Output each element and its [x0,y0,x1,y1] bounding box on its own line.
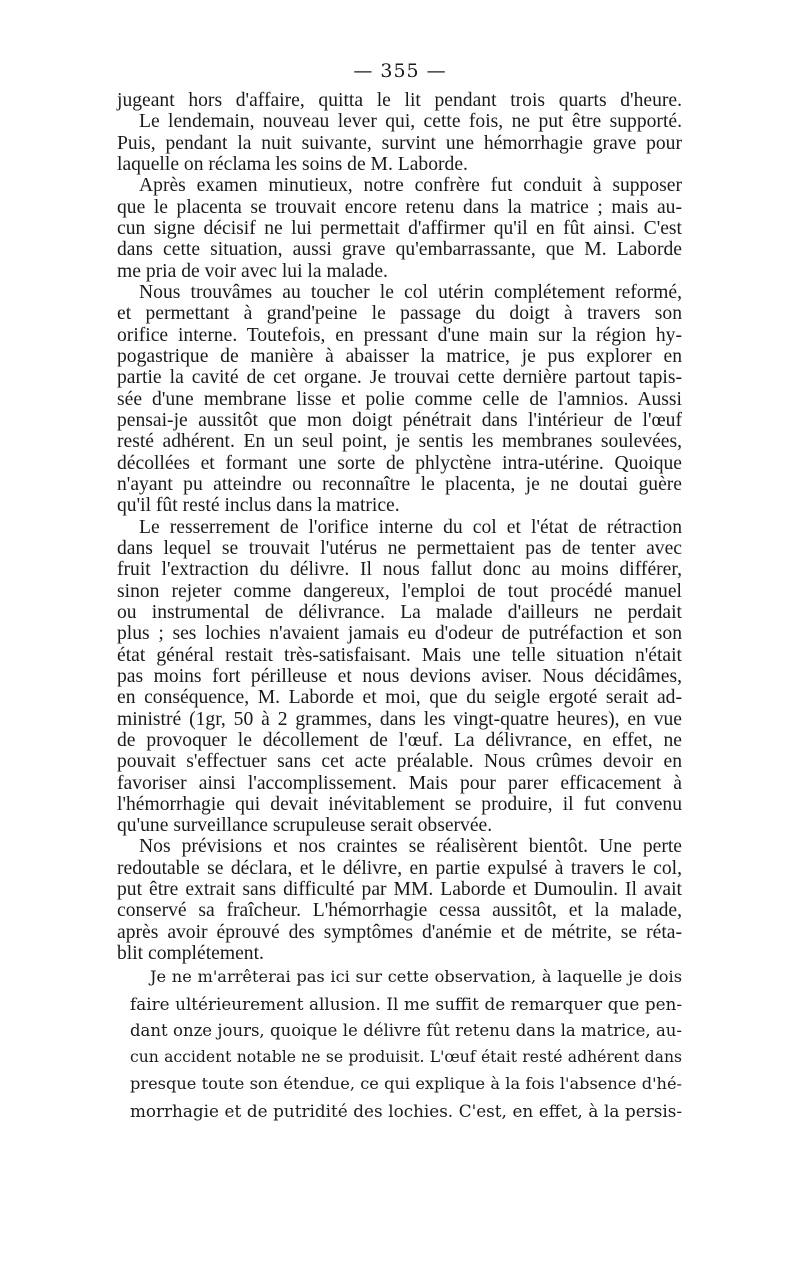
text-line: conservé sa fraîcheur. L'hémorrhagie cessa aussitôt, et la malade, [117,900,682,922]
text-line: décollées et formant une sorte de phlyctène intra-utérine. Quoique [117,452,682,474]
commentary-line: dant onze jours, quoique le délivre fût retenu dans la matrice, au- [130,1020,682,1040]
text-line: plus ; ses lochies n'avaient jamais eu d'odeur de putréfaction et son [117,623,682,645]
commentary-text [130,964,682,1125]
text-line: me pria de voir avec lui la malade. [117,260,388,282]
commentary-line: cun accident notable ne se produisit. L'œuf était resté adhérent dans [130,1048,682,1067]
text-line: pouvait s'effectuer sans cet acte préalable. Nous crûmes devoir en [117,751,682,773]
text-line: n'ayant pu atteindre ou reconnaître le placenta, je ne doutai guère [117,473,682,495]
commentary-line: presque toute son étendue, ce qui explique à la fois l'absence d'hé- [130,1074,682,1094]
text-line: pogastrique de manière à abaisser la matrice, je pus explorer en [117,345,682,367]
text-line: Nous trouvâmes au toucher le col utérin complétement reformé, [139,281,682,303]
text-line: et permettant à grand'peine le passage du doigt à travers son [117,303,682,325]
text-line: pensai-je aussitôt que mon doigt pénétrait dans l'intérieur de l'œuf [117,409,682,431]
text-line: sinon rejeter comme dangereux, l'emploi de tout procédé manuel [117,580,682,602]
text-line: qu'une surveillance scrupuleuse serait observée. [117,815,493,837]
text-line: après avoir éprouvé des symptômes d'anémie et de métrite, se réta- [117,921,682,943]
text-line: favoriser ainsi l'accomplissement. Mais pour parer efficacement à [117,772,682,794]
text-line: que le placenta se trouvait encore retenu dans la matrice ; mais au- [117,196,682,218]
commentary-line: morrhagie et de putridité des lochies. C'est, en effet, à la persis- [130,1100,682,1121]
text-line: jugeant hors d'affaire, quitta le lit pendant trois quarts d'heure. [117,90,682,111]
text-line: l'hémorrhagie qui devait inévitablement se produire, il fut convenu [117,793,682,815]
text-line: pas moins fort périlleuse et nous devions aviser. Nous décidâmes, [117,665,682,687]
text-line: redoutable se déclara, et le délivre, en partie expulsé à travers le col, [117,857,682,879]
text-line: laquelle on réclama les soins de M. Laborde. [117,153,468,175]
observation-text [117,90,682,964]
text-line: Nos prévisions et nos craintes se réalisèrent bientôt. Une perte [139,836,682,858]
text-line: ministré (1gr, 50 à 2 grammes, dans les vingt-quatre heures), en vue [117,708,682,730]
commentary-line: faire ultérieurement allusion. Il me suffit de remarquer que pen- [130,993,682,1014]
text-line: Le resserrement de l'orifice interne du col et l'état de rétraction [139,516,682,538]
text-line: put être extrait sans difficulté par MM. Laborde et Dumoulin. Il avait [117,879,682,901]
text-line: de provoquer le décollement de l'œuf. La délivrance, en effet, ne [117,729,682,751]
text-line: resté adhérent. En un seul point, je sentis les membranes soulevées, [117,431,682,453]
text-line: état général restait très-satisfaisant. Mais une telle situation n'était [117,644,682,666]
text-line: qu'il fût resté inclus dans la matrice. [117,495,400,517]
text-line: cun signe décisif ne lui permettait d'affirmer qu'il en fût ainsi. C'est [117,217,682,239]
text-line: Puis, pendant la nuit suivante, survint une hémorrhagie grave pour [117,132,682,154]
text-line: blit complétement. [117,943,264,965]
text-line: sée d'une membrane lisse et polie comme celle de l'amnios. Aussi [117,388,682,410]
text-line: dans lequel se trouvait l'utérus ne permettaient pas de tenter avec [117,537,682,559]
text-line: orifice interne. Toutefois, en pressant d'une main sur la région hy- [117,324,682,346]
text-line: fruit l'extraction du délivre. Il nous fallut donc au moins différer, [117,559,682,581]
text-line: Le lendemain, nouveau lever qui, cette fois, ne put être supporté. [139,111,682,133]
text-line: ou instrumental de délivrance. La malade d'ailleurs ne perdait [117,601,682,623]
text-line: partie la cavité de cet organe. Je trouvai cette dernière partout tapis- [117,367,682,389]
text-line: Après examen minutieux, notre confrère fut conduit à supposer [139,175,682,197]
text-line: en conséquence, M. Laborde et moi, que du seigle ergoté serait ad- [117,687,682,709]
text-line: dans cette situation, aussi grave qu'embarrassante, que M. Laborde [117,239,682,261]
commentary-line: Je ne m'arrêterai pas ici sur cette observation, à laquelle je dois [150,967,682,986]
page-number: — 355 — [353,60,447,82]
